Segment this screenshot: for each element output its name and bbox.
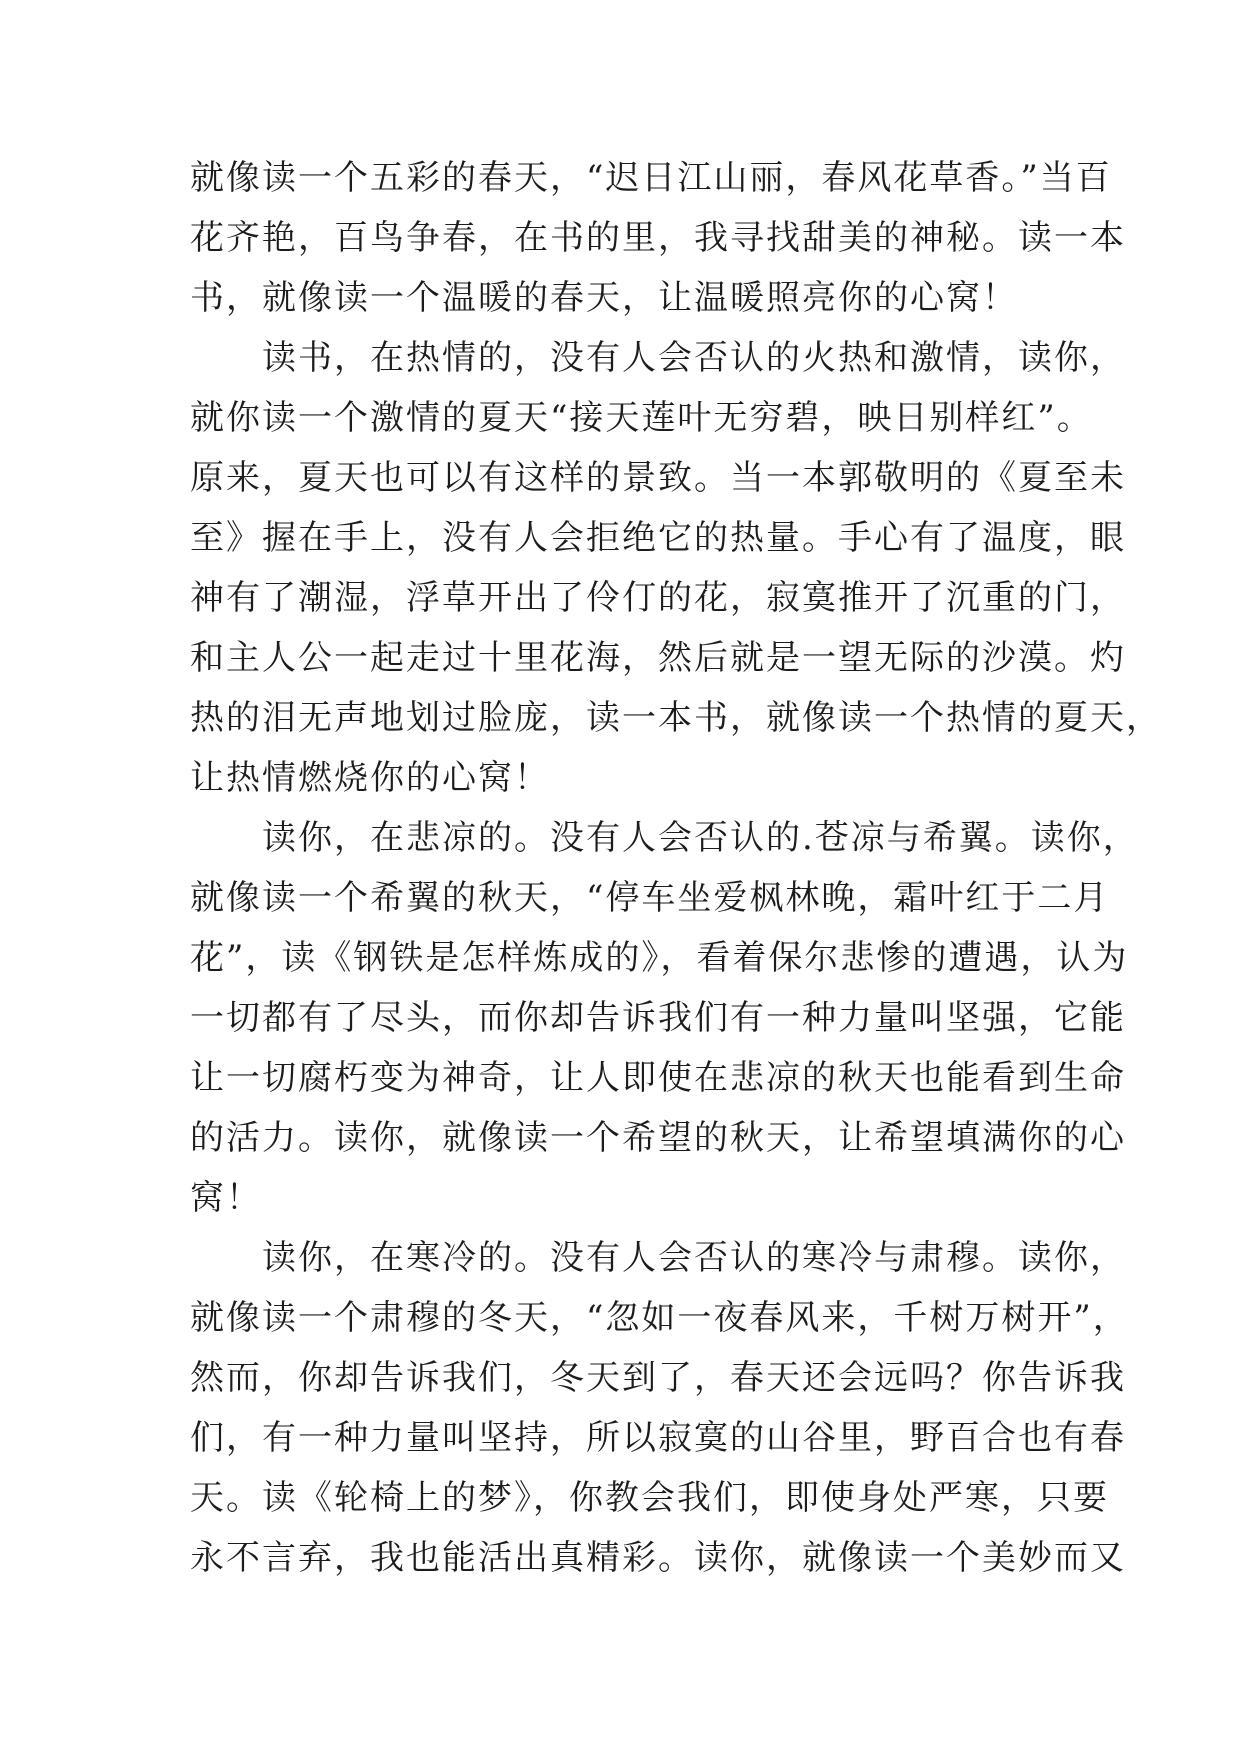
text-line: 花齐艳，百鸟争春，在书的里，我寻找甜美的神秘。读一本 — [190, 218, 1126, 258]
text-line: 让一切腐朽变为神奇，让人即使在悲凉的秋天也能看到生命 — [190, 1058, 1126, 1098]
text-line: 们，有一种力量叫坚持，所以寂寞的山谷里，野百合也有春 — [190, 1418, 1126, 1458]
text-line: 原来，夏天也可以有这样的景致。当一本郭敬明的《夏至未 — [190, 458, 1126, 498]
text-line: 书，就像读一个温暖的春天，让温暖照亮你的心窝！ — [190, 278, 1018, 318]
text-line: 的活力。读你，就像读一个希望的秋天，让希望填满你的心 — [190, 1118, 1126, 1158]
text-line: 和主人公一起走过十里花海，然后就是一望无际的沙漠。灼 — [190, 638, 1126, 678]
text-line: 花”，读《钢铁是怎样炼成的》，看着保尔悲惨的遭遇，认为 — [190, 938, 1129, 978]
text-line: 让热情燃烧你的心窝！ — [190, 758, 550, 798]
text-line: 读书，在热情的，没有人会否认的火热和激情，读你， — [190, 338, 1126, 378]
text-line: 天。读《轮椅上的梦》，你教会我们，即使身处严寒，只要 — [190, 1478, 1109, 1518]
text-line: 然而，你却告诉我们，冬天到了，春天还会远吗？你告诉我 — [190, 1358, 1126, 1398]
text-line: 至》握在手上，没有人会拒绝它的热量。手心有了温度，眼 — [190, 518, 1126, 558]
text-line: 就像读一个五彩的春天，“迟日江山丽，春风花草香。”当百 — [190, 158, 1112, 198]
text-line: 就你读一个激情的夏天“接天莲叶无穷碧，映日别样红”。 — [190, 398, 1093, 438]
text-line: 窝！ — [190, 1178, 262, 1218]
text-line: 读你，在寒冷的。没有人会否认的寒冷与肃穆。读你， — [190, 1238, 1126, 1278]
text-line: 永不言弃，我也能活出真精彩。读你，就像读一个美妙而又 — [190, 1538, 1126, 1578]
document-body — [190, 148, 1162, 1588]
text-line: 神有了潮湿，浮草开出了伶仃的花，寂寞推开了沉重的门， — [190, 578, 1126, 618]
text-line: 热的泪无声地划过脸庞，读一本书，就像读一个热情的夏天， — [190, 698, 1162, 738]
text-line: 一切都有了尽头，而你却告诉我们有一种力量叫坚强，它能 — [190, 998, 1126, 1038]
text-line: 就像读一个希翼的秋天，“停车坐爱枫林晚，霜叶红于二月 — [190, 878, 1110, 918]
text-line: 就像读一个肃穆的冬天，“忽如一夜春风来，千树万树开”， — [190, 1298, 1129, 1338]
text-line: 读你，在悲凉的。没有人会否认的.苍凉与希翼。读你， — [190, 818, 1139, 858]
